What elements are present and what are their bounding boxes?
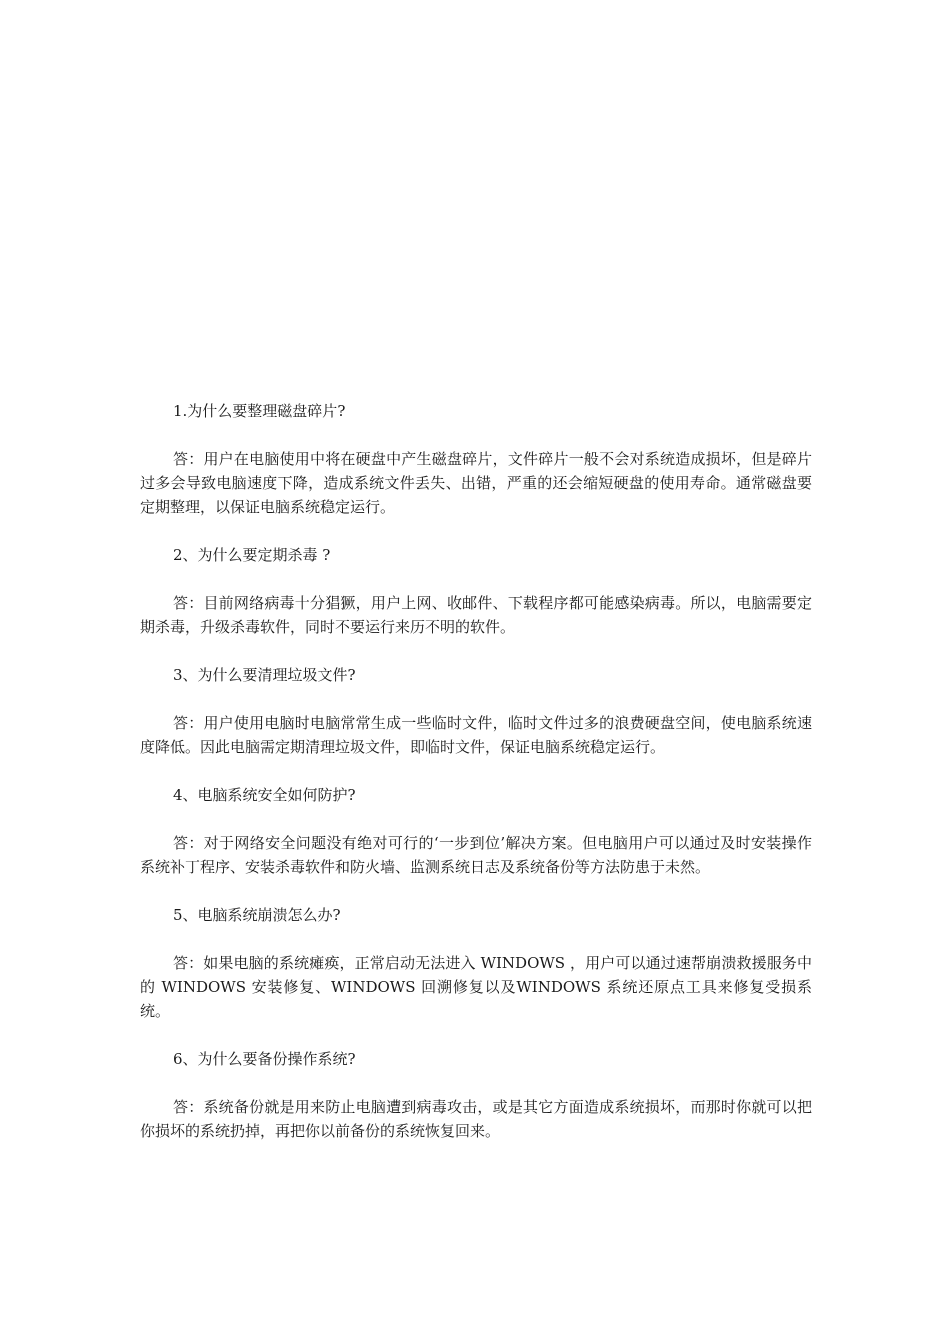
faq-answer-3: 答：用户使用电脑时电脑常常生成一些临时文件，临时文件过多的浪费硬盘空间，使电脑系统速度降低。因此电脑需定期清理垃圾文件，即临时文件，保证电脑系统稳定运行。 [140, 714, 812, 756]
faq-question-6: 6、为什么要备份操作系统? [173, 1050, 356, 1068]
faq-question-5: 5、电脑系统崩溃怎么办? [173, 906, 341, 924]
faq-question-2: 2、为什么要定期杀毒 ? [173, 546, 331, 564]
faq-answer-6: 答：系统备份就是用来防止电脑遭到病毒攻击，或是其它方面造成系统损坏，而那时你就可以把你损坏的系统扔掉，再把你以前备份的系统恢复回来。 [140, 1098, 812, 1140]
faq-answer-5: 答：如果电脑的系统瘫痪，正常启动无法进入 WINDOWS ，用户可以通过速帮崩溃救援服务中的 WINDOWS 安装修复、WINDOWS 回溯修复以及WINDOWS 系统还原点工具来修复受损系统。 [140, 954, 812, 1020]
faq-question-1: 1.为什么要整理磁盘碎片? [173, 402, 346, 420]
faq-answer-2: 答：目前网络病毒十分猖獗，用户上网、收邮件、下载程序都可能感染病毒。所以，电脑需要定期杀毒，升级杀毒软件，同时不要运行来历不明的软件。 [140, 594, 812, 636]
document-body [140, 399, 812, 1167]
faq-question-4: 4、电脑系统安全如何防护? [173, 786, 356, 804]
faq-question-3: 3、为什么要清理垃圾文件? [173, 666, 356, 684]
faq-answer-1: 答：用户在电脑使用中将在硬盘中产生磁盘碎片，文件碎片一般不会对系统造成损坏，但是碎片过多会导致电脑速度下降，造成系统文件丢失、出错，严重的还会缩短硬盘的使用寿命。通常磁盘要定期整理，以保证电脑系统稳定运行。 [140, 450, 812, 516]
faq-answer-4: 答：对于网络安全问题没有绝对可行的‘一步到位’解决方案。但电脑用户可以通过及时安装操作系统补丁程序、安装杀毒软件和防火墙、监测系统日志及系统备份等方法防患于未然。 [140, 834, 812, 876]
